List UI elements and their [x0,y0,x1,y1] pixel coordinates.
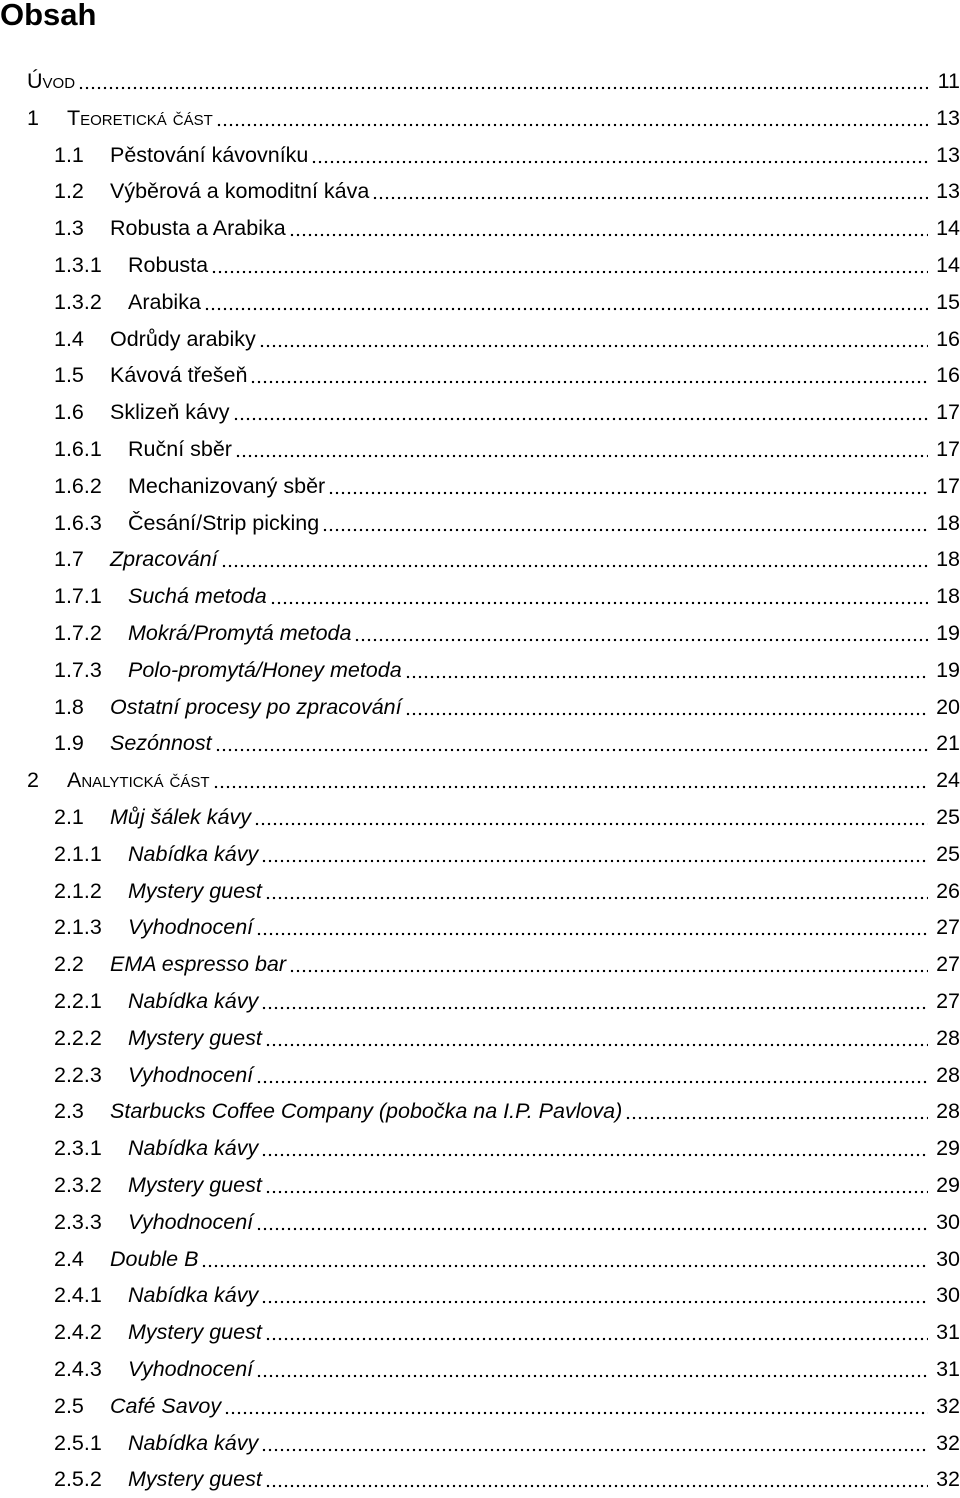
toc-entry-page: 31 [936,1320,960,1345]
toc-entry-number: 2.2.2 [54,1025,102,1050]
toc-entry[interactable] [0,1241,960,1278]
toc-entry-number: 1.5 [54,363,84,388]
toc-entry-page: 18 [936,510,960,535]
toc-entry-title: Ruční sběr [128,437,232,461]
toc-entry-number: 1.4 [54,326,84,351]
toc-entry-page: 31 [936,1357,960,1381]
toc-entry-number: 1.6.3 [54,510,102,535]
toc-entry-number: 1.6 [54,400,84,425]
toc-entry-title: Odrůdy arabiky [110,326,256,351]
toc-entry-page: 28 [936,1062,960,1087]
toc-entry[interactable] [0,762,960,799]
toc-entry-number: 2.2 [54,952,84,977]
toc-entry[interactable] [0,173,960,210]
toc-entry[interactable] [0,1204,960,1241]
toc-entry-title: Nabídka kávy [128,1283,259,1308]
toc-entry-number: 1.3.2 [54,289,102,314]
toc-entry-page: 26 [936,878,960,903]
toc-entry[interactable] [0,505,960,542]
toc-entry[interactable] [0,357,960,394]
dot-leader [372,196,928,200]
toc-entry-page: 29 [936,1173,960,1197]
dot-leader [328,491,928,495]
dot-leader [265,1043,928,1047]
toc-entry-number: 2.5.2 [54,1467,102,1492]
dot-leader [201,1264,928,1268]
toc-entry-number: 2.5.1 [54,1430,102,1455]
toc-entry[interactable] [0,541,960,578]
dot-leader [289,969,928,973]
toc-entry-page: 13 [936,179,960,204]
toc-entry-title: Starbucks Coffee Company (pobočka na I.P. Pavlova) [110,1099,623,1124]
toc-entry-number: 1.3 [54,216,84,241]
toc-entry-page: 20 [936,694,960,719]
toc-entry[interactable] [0,63,960,100]
toc-entry-title: Pěstování kávovníku [110,142,309,167]
toc-entry-title: Nabídka kávy [128,989,259,1013]
toc-entry-title: Mokrá/Promytá metoda [128,621,352,645]
toc-entry-title: Robusta [128,253,209,277]
toc-entry-title: EMA espresso bar [110,952,287,977]
dot-leader [265,1484,928,1488]
page-title: Obsah [0,0,97,32]
toc-entry[interactable] [0,137,960,174]
toc-entry[interactable] [0,873,960,910]
dot-leader [405,712,928,716]
toc-entry[interactable] [0,210,960,247]
toc-entry-number: 1 [27,105,39,130]
toc-entry[interactable] [0,946,960,983]
toc-entry-page: 11 [937,69,960,93]
toc-entry-title: Vyhodnocení [128,1062,254,1087]
dot-leader [256,1374,928,1378]
toc-entry-page: 17 [936,437,960,461]
dot-leader [221,564,928,568]
toc-entry[interactable] [0,1277,960,1314]
toc-entry-title: Sezónnost [110,731,212,756]
toc-entry-number: 2.4.2 [54,1320,102,1345]
toc-entry-page: 27 [936,989,960,1013]
dot-leader [261,1006,928,1010]
toc-entry-number: 1.1 [54,142,84,167]
toc-entry[interactable] [0,799,960,836]
dot-leader [250,380,928,384]
toc-entry-page: 21 [936,731,960,756]
toc-entry-page: 13 [936,105,960,130]
toc-entry[interactable] [0,1020,960,1057]
toc-entry-title: Mystery guest [128,1320,262,1345]
toc-entry-page: 16 [936,326,960,351]
toc-entry-page: 32 [936,1430,960,1455]
toc-entry[interactable] [0,1057,960,1094]
toc-entry-page: 25 [936,805,960,829]
dot-leader [78,86,928,90]
toc-entry[interactable] [0,1461,960,1498]
toc-entry-title: Zpracování [110,547,218,572]
toc-entry-title: Teoretická část [67,105,213,130]
toc-entry-number: 2.4 [54,1246,84,1271]
dot-leader [261,1300,928,1304]
toc-entry-page: 28 [936,1099,960,1124]
toc-entry-page: 17 [936,400,960,425]
toc-entry-page: 14 [936,253,960,277]
dot-leader [254,822,928,826]
toc-entry[interactable] [0,1167,960,1204]
dot-leader [256,1227,928,1231]
toc-entry-number: 2.1.1 [54,841,102,866]
toc-entry-title: Nabídka kávy [128,1430,259,1455]
dot-leader [311,160,928,164]
toc-entry-number: 2.3.2 [54,1173,102,1197]
toc-entry-title: Mystery guest [128,878,262,903]
toc-entry-title: Úvod [27,69,76,93]
toc-entry-page: 32 [936,1393,960,1418]
toc-entry[interactable] [0,652,960,689]
dot-leader [405,675,928,679]
toc-entry-title: Polo-promytá/Honey metoda [128,657,402,682]
toc-entry-title: Ostatní procesy po zpracování [110,694,402,719]
dot-leader [261,1448,928,1452]
dot-leader [216,123,928,127]
dot-leader [265,1337,928,1341]
toc-entry-number: 1.7 [54,547,84,572]
dot-leader [625,1116,928,1120]
dot-leader [289,233,928,237]
toc-entry-page: 30 [936,1246,960,1271]
dot-leader [256,932,928,936]
toc-entry-title: Robusta a Arabika [110,216,286,241]
dot-leader [204,307,928,311]
toc-entry-number: 1.9 [54,731,84,756]
toc-entry-page: 27 [936,915,960,940]
toc-entry-number: 1.2 [54,179,84,204]
dot-leader [259,344,928,348]
toc-entry[interactable] [0,615,960,652]
toc-entry-title: Analytická část [67,768,210,793]
dot-leader [261,1153,928,1157]
dot-leader [233,417,929,421]
dot-leader [354,638,928,642]
toc-entry[interactable] [0,1351,960,1388]
toc-entry-page: 30 [936,1283,960,1308]
toc-entry-title: Mystery guest [128,1467,262,1492]
toc-entry[interactable] [0,1425,960,1462]
toc-entry-number: 1.6.1 [54,437,102,461]
toc-entry[interactable] [0,431,960,468]
toc-entry-page: 30 [936,1209,960,1234]
toc-entry[interactable] [0,689,960,726]
toc-entry-number: 2.2.1 [54,989,102,1013]
toc-entry-page: 25 [936,841,960,866]
toc-entry-title: Vyhodnocení [128,915,254,940]
toc-entry[interactable] [0,321,960,358]
toc-entry-number: 1.8 [54,694,84,719]
toc-entry-page: 15 [936,289,960,314]
dot-leader [265,1190,928,1194]
dot-leader [224,1411,928,1415]
toc-entry-number: 2.4.1 [54,1283,102,1308]
toc-entry-title: Kávová třešeň [110,363,248,388]
toc-entry[interactable] [0,1388,960,1425]
toc-entry[interactable] [0,578,960,615]
toc-entry-title: Suchá metoda [128,584,267,609]
toc-entry-number: 2.3.1 [54,1136,102,1161]
toc-entry-title: Vyhodnocení [128,1209,254,1234]
dot-leader [235,454,928,458]
toc-entry[interactable] [0,836,960,873]
toc-entry[interactable] [0,100,960,137]
toc-entry[interactable] [0,909,960,946]
toc-entry-number: 2.1.3 [54,915,102,940]
toc-entry-title: Česání/Strip picking [128,510,320,535]
toc-entry-number: 2.5 [54,1393,84,1418]
toc-entry-title: Double B [110,1246,199,1271]
toc-entry[interactable] [0,284,960,321]
toc-entry-number: 1.6.2 [54,473,102,498]
toc-entry-page: 19 [936,621,960,645]
toc-entry[interactable] [0,394,960,431]
toc-entry-page: 16 [936,363,960,388]
dot-leader [211,270,928,274]
toc-entry-page: 17 [936,473,960,498]
dot-leader [256,1080,928,1084]
toc-entry-number: 2.1.2 [54,878,102,903]
toc-entry-title: Sklizeň kávy [110,400,230,425]
toc-entry-page: 28 [936,1025,960,1050]
toc-entry-page: 19 [936,657,960,682]
toc-entry-title: Nabídka kávy [128,1136,259,1161]
toc-entry[interactable] [0,468,960,505]
toc-entry[interactable] [0,725,960,762]
toc-entry-title: Nabídka kávy [128,841,259,866]
toc-entry-number: 1.7.2 [54,621,102,645]
toc-entry-page: 24 [936,768,960,793]
dot-leader [270,601,928,605]
toc-entry-title: Mystery guest [128,1025,262,1050]
toc-entry-number: 1.7.1 [54,584,102,609]
toc-entry-title: Arabika [128,289,201,314]
toc-entry-page: 14 [936,216,960,241]
toc-entry[interactable] [0,1093,960,1130]
toc-entry-number: 1.7.3 [54,657,102,682]
dot-leader [322,528,928,532]
toc-entry[interactable] [0,1314,960,1351]
toc-entry-title: Café Savoy [110,1393,222,1418]
toc-entry-number: 2.2.3 [54,1062,102,1087]
toc-entry-number: 2.4.3 [54,1357,102,1381]
toc-entry-number: 2 [27,768,39,793]
toc-entry-number: 2.3 [54,1099,84,1124]
toc-entry-page: 27 [936,952,960,977]
dot-leader [261,859,928,863]
toc-entry-page: 18 [936,547,960,572]
toc-entry-page: 29 [936,1136,960,1161]
dot-leader [213,785,928,789]
toc-entry[interactable] [0,247,960,284]
toc-entry[interactable] [0,983,960,1020]
toc-entry-number: 1.3.1 [54,253,102,277]
toc-entry-number: 2.1 [54,805,84,829]
toc-entry-title: Mechanizovaný sběr [128,473,326,498]
toc-entry-page: 18 [936,584,960,609]
dot-leader [265,896,928,900]
toc-entry-title: Mystery guest [128,1173,262,1197]
dot-leader [215,748,928,752]
toc-entry-number: 2.3.3 [54,1209,102,1234]
toc-entry-page: 32 [936,1467,960,1492]
toc-entry-title: Výběrová a komoditní káva [110,179,370,204]
toc-entry-page: 13 [936,142,960,167]
toc-entry[interactable] [0,1130,960,1167]
toc-entry-title: Vyhodnocení [128,1357,254,1381]
toc-entry-title: Můj šálek kávy [110,805,251,829]
